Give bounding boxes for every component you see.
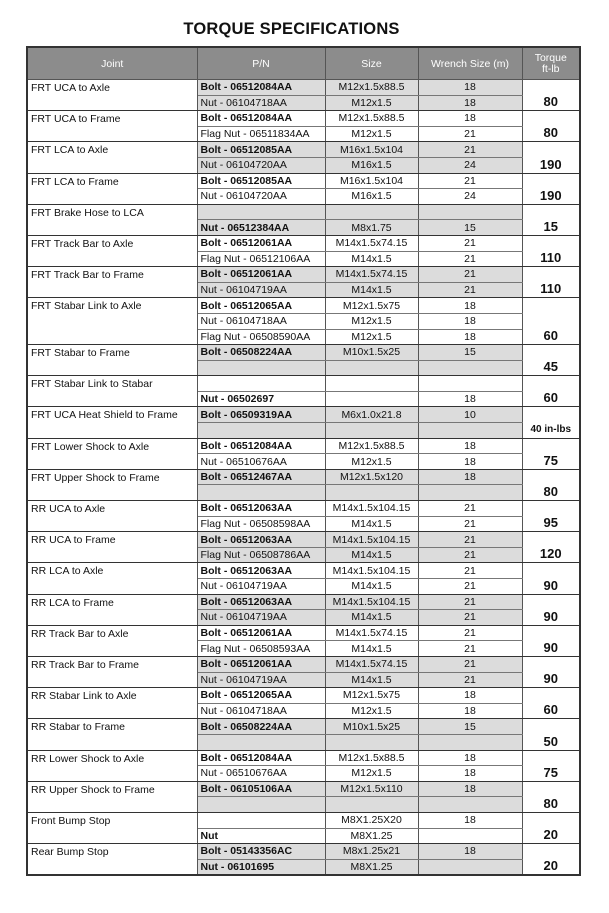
table-row (27, 438, 580, 454)
part-number-cell: Flag Nut - 06508598AA (197, 516, 325, 532)
wrench-size-cell: 18 (418, 313, 522, 329)
wrench-size-cell: 21 (418, 267, 522, 283)
part-number-cell: Bolt - 06512065AA (197, 688, 325, 704)
wrench-size-cell (418, 828, 522, 844)
table-row (27, 173, 580, 189)
torque-cell: 45 (522, 345, 580, 376)
wrench-size-cell: 21 (418, 173, 522, 189)
joint-cell: RR LCA to Axle (27, 563, 197, 594)
torque-cell: 110 (522, 267, 580, 298)
wrench-size-cell (418, 734, 522, 750)
size-cell (325, 797, 418, 813)
size-cell: M14x1.5 (325, 251, 418, 267)
wrench-size-cell: 18 (418, 438, 522, 454)
part-number-cell: Bolt - 06512467AA (197, 469, 325, 485)
table-row (27, 656, 580, 672)
part-number-cell: Nut - 06104720AA (197, 157, 325, 173)
size-cell: M8X1.25 (325, 828, 418, 844)
size-cell: M14x1.5 (325, 641, 418, 657)
wrench-size-cell: 21 (418, 672, 522, 688)
joint-cell: FRT LCA to Axle (27, 142, 197, 173)
wrench-size-cell (418, 360, 522, 376)
size-cell (325, 204, 418, 220)
table-row (27, 594, 580, 610)
torque-cell: 120 (522, 532, 580, 563)
joint-cell: FRT UCA to Frame (27, 111, 197, 142)
torque-cell: 20 (522, 812, 580, 843)
size-cell: M14x1.5 (325, 547, 418, 563)
torque-header-line1: Torque (534, 51, 567, 64)
wrench-size-cell (418, 423, 522, 439)
wrench-size-cell: 21 (418, 282, 522, 298)
size-cell: M12x1.5x110 (325, 781, 418, 797)
size-cell: M6x1.0x21.8 (325, 407, 418, 423)
wrench-size-cell (418, 204, 522, 220)
part-number-cell: Bolt - 06512061AA (197, 235, 325, 251)
table-row (27, 111, 580, 127)
size-cell: M14x1.5x104.15 (325, 563, 418, 579)
table-row (27, 688, 580, 704)
wrench-size-cell: 15 (418, 220, 522, 236)
part-number-cell: Bolt - 06512061AA (197, 656, 325, 672)
joint-cell: RR Lower Shock to Axle (27, 750, 197, 781)
part-number-cell: Nut - 06104720AA (197, 189, 325, 205)
part-number-cell: Bolt - 06512063AA (197, 501, 325, 517)
size-cell (325, 485, 418, 501)
part-number-cell: Nut - 06104718AA (197, 95, 325, 111)
part-number-cell: Nut - 06104719AA (197, 282, 325, 298)
torque-header-line2: ft-lb (541, 62, 560, 75)
wrench-size-cell: 21 (418, 563, 522, 579)
size-cell: M12x1.5 (325, 766, 418, 782)
wrench-size-cell: 18 (418, 750, 522, 766)
wrench-size-cell: 21 (418, 625, 522, 641)
size-cell: M14x1.5 (325, 672, 418, 688)
wrench-size-cell: 21 (418, 579, 522, 595)
joint-cell: RR Track Bar to Frame (27, 656, 197, 687)
joint-cell: FRT Lower Shock to Axle (27, 438, 197, 469)
wrench-size-cell: 18 (418, 111, 522, 127)
table-row (27, 719, 580, 735)
torque-cell: 90 (522, 563, 580, 594)
part-number-cell: Flag Nut - 06508590AA (197, 329, 325, 345)
wrench-size-cell: 21 (418, 594, 522, 610)
part-number-cell: Flag Nut - 06512106AA (197, 251, 325, 267)
part-number-cell: Nut (197, 828, 325, 844)
wrench-size-cell: 21 (418, 547, 522, 563)
size-cell: M14x1.5x74.15 (325, 656, 418, 672)
torque-cell: 190 (522, 142, 580, 173)
wrench-size-cell (418, 485, 522, 501)
size-cell: M12x1.5 (325, 95, 418, 111)
torque-cell: 50 (522, 719, 580, 750)
size-cell: M14x1.5x104.15 (325, 532, 418, 548)
joint-cell: FRT UCA Heat Shield to Frame (27, 407, 197, 438)
torque-cell: 190 (522, 173, 580, 204)
part-number-cell: Nut - 06512384AA (197, 220, 325, 236)
size-cell: M14x1.5 (325, 282, 418, 298)
part-number-cell: Bolt - 06512084AA (197, 111, 325, 127)
table-header-row (27, 47, 580, 80)
torque-cell: 15 (522, 204, 580, 235)
wrench-size-cell: 21 (418, 610, 522, 626)
table-row (27, 469, 580, 485)
wrench-size-cell (418, 859, 522, 875)
torque-cell: 75 (522, 438, 580, 469)
wrench-size-cell: 18 (418, 844, 522, 860)
wrench-size-cell (418, 797, 522, 813)
part-number-cell: Bolt - 06512084AA (197, 750, 325, 766)
wrench-size-cell: 18 (418, 95, 522, 111)
torque-cell: 95 (522, 501, 580, 532)
table-row (27, 501, 580, 517)
size-cell: M16x1.5 (325, 189, 418, 205)
joint-cell: RR LCA to Frame (27, 594, 197, 625)
table-row (27, 625, 580, 641)
wrench-size-cell: 18 (418, 703, 522, 719)
joint-cell: RR Stabar Link to Axle (27, 688, 197, 719)
part-number-cell: Bolt - 05143356AC (197, 844, 325, 860)
col-header-wrench: Wrench Size (m) (418, 47, 522, 80)
wrench-size-cell: 15 (418, 719, 522, 735)
part-number-cell: Bolt - 06512084AA (197, 438, 325, 454)
wrench-size-cell: 21 (418, 641, 522, 657)
part-number-cell: Nut - 06104719AA (197, 579, 325, 595)
torque-cell: 75 (522, 750, 580, 781)
size-cell: M12x1.5x88.5 (325, 111, 418, 127)
part-number-cell: Nut - 06104719AA (197, 672, 325, 688)
col-header-torque (522, 47, 580, 80)
size-cell: M10x1.5x25 (325, 719, 418, 735)
wrench-size-cell: 21 (418, 251, 522, 267)
size-cell (325, 734, 418, 750)
size-cell: M8x1.75 (325, 220, 418, 236)
torque-cell: 80 (522, 469, 580, 500)
table-row (27, 376, 580, 392)
size-cell: M8X1.25 (325, 859, 418, 875)
part-number-cell: Flag Nut - 06508593AA (197, 641, 325, 657)
table-row (27, 298, 580, 314)
size-cell: M12x1.5 (325, 454, 418, 470)
part-number-cell: Bolt - 06512085AA (197, 142, 325, 158)
table-row (27, 142, 580, 158)
joint-cell: Front Bump Stop (27, 812, 197, 843)
joint-cell: RR Upper Shock to Frame (27, 781, 197, 812)
part-number-cell: Bolt - 06512084AA (197, 80, 325, 96)
size-cell: M10x1.5x25 (325, 345, 418, 361)
part-number-cell (197, 734, 325, 750)
size-cell: M14x1.5x74.15 (325, 625, 418, 641)
wrench-size-cell: 24 (418, 157, 522, 173)
table-row (27, 407, 580, 423)
joint-cell: FRT UCA to Axle (27, 80, 197, 111)
wrench-size-cell: 21 (418, 656, 522, 672)
part-number-cell: Bolt - 06512065AA (197, 298, 325, 314)
joint-cell: FRT Stabar Link to Stabar (27, 376, 197, 407)
joint-cell: FRT Track Bar to Frame (27, 267, 197, 298)
col-header-joint: Joint (27, 47, 197, 80)
size-cell (325, 391, 418, 407)
part-number-cell: Bolt - 06509319AA (197, 407, 325, 423)
size-cell: M14x1.5 (325, 610, 418, 626)
table-row (27, 750, 580, 766)
table-row (27, 267, 580, 283)
torque-cell: 60 (522, 376, 580, 407)
table-row (27, 204, 580, 220)
torque-spec-table (26, 46, 581, 876)
part-number-cell: Bolt - 06512063AA (197, 563, 325, 579)
part-number-cell: Nut - 06502697 (197, 391, 325, 407)
wrench-size-cell: 15 (418, 345, 522, 361)
size-cell (325, 376, 418, 392)
part-number-cell (197, 797, 325, 813)
torque-cell: 20 (522, 844, 580, 876)
joint-cell: FRT Stabar Link to Axle (27, 298, 197, 345)
size-cell: M14x1.5 (325, 579, 418, 595)
joint-cell: FRT Upper Shock to Frame (27, 469, 197, 500)
part-number-cell: Nut - 06510676AA (197, 454, 325, 470)
part-number-cell: Bolt - 06512063AA (197, 594, 325, 610)
size-cell: M12x1.5 (325, 329, 418, 345)
size-cell: M12x1.5 (325, 126, 418, 142)
wrench-size-cell: 18 (418, 80, 522, 96)
wrench-size-cell: 18 (418, 766, 522, 782)
torque-cell: 60 (522, 298, 580, 345)
table-row (27, 532, 580, 548)
size-cell: M12x1.5x75 (325, 298, 418, 314)
part-number-cell: Bolt - 06512063AA (197, 532, 325, 548)
part-number-cell: Nut - 06104719AA (197, 610, 325, 626)
table-row (27, 563, 580, 579)
torque-cell: 80 (522, 781, 580, 812)
wrench-size-cell: 18 (418, 469, 522, 485)
wrench-size-cell: 18 (418, 391, 522, 407)
torque-cell: 80 (522, 111, 580, 142)
part-number-cell: Bolt - 06512061AA (197, 267, 325, 283)
table-row (27, 844, 580, 860)
table-row (27, 345, 580, 361)
part-number-cell: Flag Nut - 06511834AA (197, 126, 325, 142)
wrench-size-cell: 18 (418, 298, 522, 314)
torque-cell: 40 in-lbs (522, 407, 580, 438)
table-body (27, 80, 580, 876)
size-cell: M8X1.25X20 (325, 812, 418, 828)
size-cell: M12x1.5 (325, 313, 418, 329)
torque-cell: 90 (522, 625, 580, 656)
torque-cell: 110 (522, 235, 580, 266)
part-number-cell: Bolt - 06512061AA (197, 625, 325, 641)
size-cell (325, 423, 418, 439)
size-cell: M12x1.5x88.5 (325, 750, 418, 766)
part-number-cell (197, 485, 325, 501)
wrench-size-cell (418, 376, 522, 392)
table-row (27, 781, 580, 797)
part-number-cell (197, 423, 325, 439)
size-cell: M12x1.5x75 (325, 688, 418, 704)
wrench-size-cell: 21 (418, 532, 522, 548)
size-cell (325, 360, 418, 376)
size-cell: M14x1.5x104.15 (325, 501, 418, 517)
size-cell: M16x1.5x104 (325, 142, 418, 158)
size-cell: M14x1.5x104.15 (325, 594, 418, 610)
joint-cell: RR Track Bar to Axle (27, 625, 197, 656)
part-number-cell: Nut - 06104718AA (197, 703, 325, 719)
part-number-cell (197, 376, 325, 392)
joint-cell: RR UCA to Axle (27, 501, 197, 532)
size-cell: M8x1.25x21 (325, 844, 418, 860)
wrench-size-cell: 21 (418, 516, 522, 532)
size-cell: M12x1.5x120 (325, 469, 418, 485)
wrench-size-cell: 18 (418, 688, 522, 704)
part-number-cell: Nut - 06510676AA (197, 766, 325, 782)
size-cell: M14x1.5x74.15 (325, 267, 418, 283)
joint-cell: FRT Stabar to Frame (27, 345, 197, 376)
joint-cell: FRT LCA to Frame (27, 173, 197, 204)
part-number-cell: Nut - 06101695 (197, 859, 325, 875)
torque-cell: 90 (522, 594, 580, 625)
size-cell: M16x1.5 (325, 157, 418, 173)
wrench-size-cell: 18 (418, 454, 522, 470)
part-number-cell: Bolt - 06105106AA (197, 781, 325, 797)
wrench-size-cell: 24 (418, 189, 522, 205)
wrench-size-cell: 21 (418, 142, 522, 158)
part-number-cell (197, 812, 325, 828)
torque-cell: 80 (522, 80, 580, 111)
torque-cell: 60 (522, 688, 580, 719)
part-number-cell: Flag Nut - 06508786AA (197, 547, 325, 563)
wrench-size-cell: 18 (418, 812, 522, 828)
wrench-size-cell: 18 (418, 781, 522, 797)
size-cell: M12x1.5 (325, 703, 418, 719)
size-cell: M12x1.5x88.5 (325, 438, 418, 454)
part-number-cell: Bolt - 06508224AA (197, 719, 325, 735)
part-number-cell: Nut - 06104718AA (197, 313, 325, 329)
joint-cell: RR UCA to Frame (27, 532, 197, 563)
joint-cell: Rear Bump Stop (27, 844, 197, 876)
part-number-cell: Bolt - 06508224AA (197, 345, 325, 361)
joint-cell: FRT Track Bar to Axle (27, 235, 197, 266)
size-cell: M14x1.5 (325, 516, 418, 532)
torque-cell: 90 (522, 656, 580, 687)
table-row (27, 235, 580, 251)
wrench-size-cell: 21 (418, 126, 522, 142)
col-header-pn: P/N (197, 47, 325, 80)
wrench-size-cell: 18 (418, 329, 522, 345)
wrench-size-cell: 10 (418, 407, 522, 423)
part-number-cell: Bolt - 06512085AA (197, 173, 325, 189)
size-cell: M12x1.5x88.5 (325, 80, 418, 96)
table-row (27, 80, 580, 96)
part-number-cell (197, 204, 325, 220)
col-header-size: Size (325, 47, 418, 80)
size-cell: M14x1.5x74.15 (325, 235, 418, 251)
joint-cell: RR Stabar to Frame (27, 719, 197, 750)
page-title: TORQUE SPECIFICATIONS (183, 20, 400, 38)
table-row (27, 812, 580, 828)
part-number-cell (197, 360, 325, 376)
wrench-size-cell: 21 (418, 235, 522, 251)
wrench-size-cell: 21 (418, 501, 522, 517)
joint-cell: FRT Brake Hose to LCA (27, 204, 197, 235)
size-cell: M16x1.5x104 (325, 173, 418, 189)
